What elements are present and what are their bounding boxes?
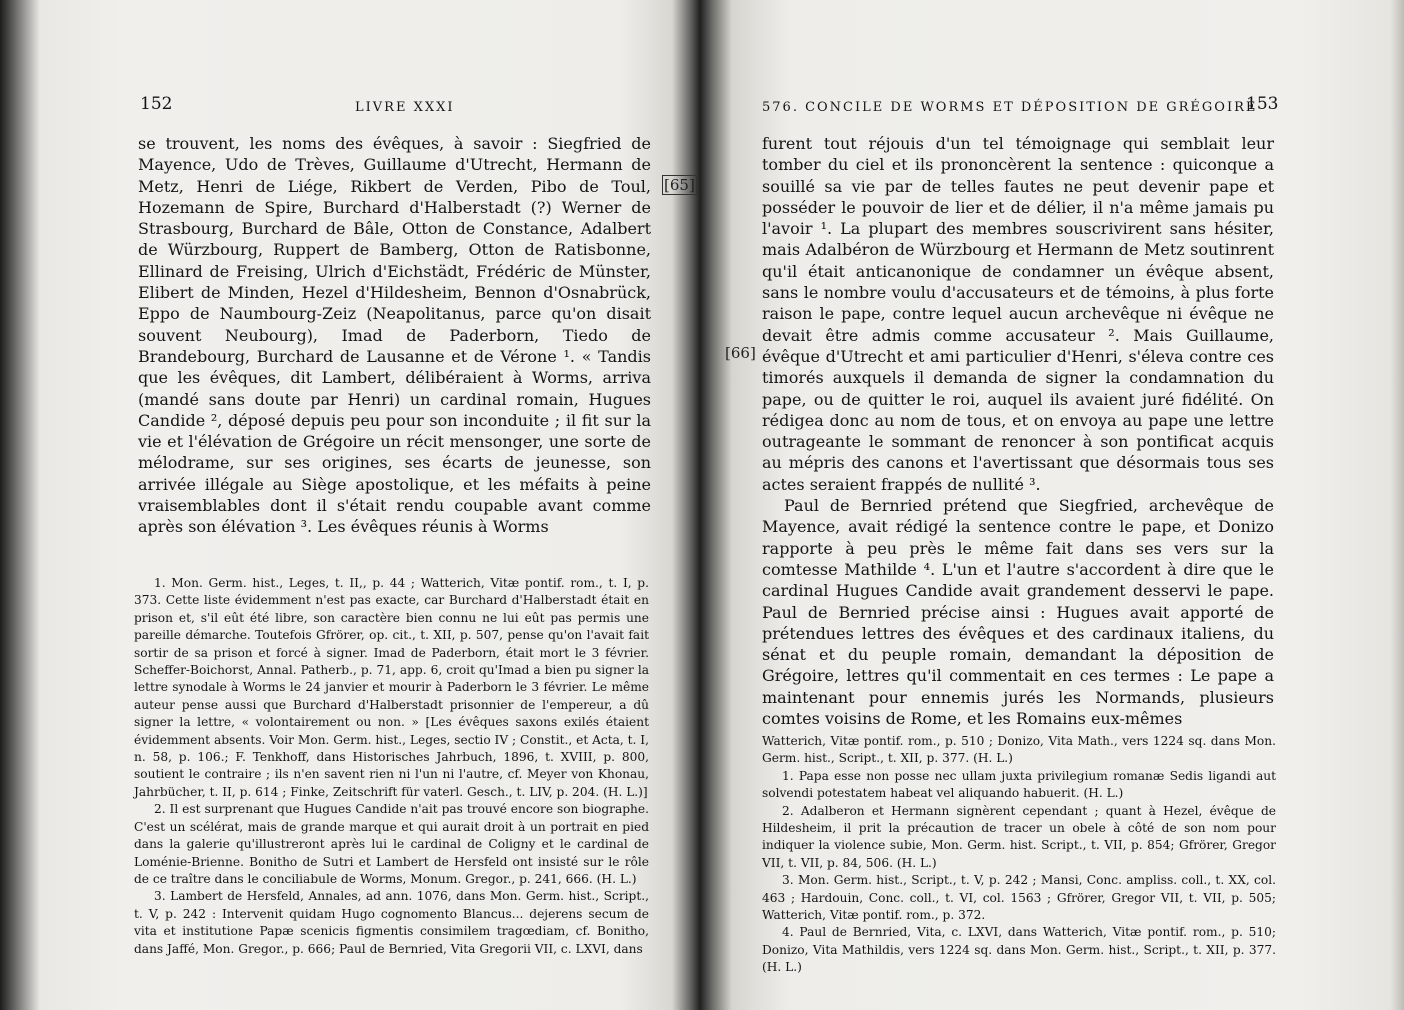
footnote: 3. Mon. Germ. hist., Script., t. V, p. 242 ; Mansi, Conc. ampliss. coll., t. XX, col. 463 ; Hardouin, Conc. coll., t. VI, col. 1563 ; Gfrörer, Gregor VII, t. VII, p. 505; Watterich, Vitæ pontif. rom., p. 372.: [762, 873, 1276, 923]
body-text: [138, 133, 651, 538]
body-text: [762, 133, 1274, 729]
running-head: LIVRE XXXI: [355, 100, 455, 115]
footnote: 3. Lambert de Hersfeld, Annales, ad ann. 1076, dans Mon. Germ. hist., Script., t. V, p. 242 : Intervenit quidam Hugo cognomento Blancus... dejerens secum de vita et institutione Papæ scenicis figmentis consimilem tragœdiam, cf. Bonitho, dans Jaffé, Mon. Gregor., p. 666; Paul de Bernried, Vita Gregorii VII, c. LXVI, dans: [134, 889, 649, 956]
body-paragraph: Paul de Bernried prétend que Siegfried, archevêque de Mayence, avait rédigé la sentence contre le pape, et Donizo rapporte à peu près le même fait dans ses vers sur la comtesse Mathilde ⁴. L'un et l'autre s'accordent à dire que le cardinal Hugues Candide avait grandement desservi le pape. Paul de Bernried précise ainsi : Hugues avait apporté de prétendues lettres des évêques et des cardinaux italiens, du sénat et du peuple romain, demandant la déposition de Grégoire, lettres qu'il commentait en ces termes : Le pape a maintenant pour ennemis jurés les Normands, plusieurs comtes voisins de Rome, et les Romains eux-mêmes: [762, 496, 1274, 729]
right-page: [700, 0, 1404, 1010]
footnote: 2. Il est surprenant que Hugues Candide n'ait pas trouvé encore son biographe. C'est un scélérat, mais de grande marque et qui aurait droit à un portrait en pied dans la galerie qu'illustreront après lui le cardinal de Coligny et le cardinal de Loménie-Brienne. Bonitho de Sutri et Lambert de Hersfeld ont insisté sur le rôle de ce traître dans le conciliabule de Worms, Monum. Gregor., p. 241, 666. (H. L.): [134, 802, 649, 886]
body-paragraph: furent tout réjouis d'un tel témoignage qui semblait leur tomber du ciel et ils prononcèrent la sentence : quiconque a souillé sa vie par de telles fautes ne peut devenir pape et posséder le pouvoir de lier et de délier, il n'a même jamais pu l'avoir ¹. La plupart des membres souscrivirent sans hésiter, mais Adalbéron de Würzbourg et Hermann de Metz soutinrent qu'il était anticanonique de condamner un évêque absent, sans le nombre voulu d'accusateurs et de témoins, à plus forte raison le pape, contre lequel aucun archevêque ni évêque ne devait être admis comme accusateur ². Mais Guillaume, évêque d'Utrecht et ami particulier d'Henri, s'éleva contre ces timorés auxquels il demanda de signer la condamnation du pape, ou de quitter le roi, auquel ils avaient juré fidélité. On rédigea donc au nom de tous, et on envoya au pape une lettre outrageante le sommant de renoncer à son pontificat acquis au mépris des canons et l'avertissant que désormais tous ses actes seraient frappés de nullité ³.: [762, 134, 1274, 494]
page-number: 153: [1246, 94, 1279, 114]
running-head: 576. CONCILE DE WORMS ET DÉPOSITION DE GRÉGOIRE: [762, 100, 1258, 115]
page-number: 152: [140, 94, 173, 114]
footnote: 2. Adalberon et Hermann signèrent cependant ; quant à Hezel, évêque de Hildesheim, il prit la précaution de tracer un obele à côté de son nom pour indiquer la violence subie, Mon. Germ. hist. Script., t. VII, p. 854; Gfrörer, Gregor VII, t. VII, p. 84, 506. (H. L.): [762, 803, 1276, 870]
footnotes: [762, 733, 1276, 977]
footnotes: [134, 575, 649, 958]
body-paragraph: se trouvent, les noms des évêques, à savoir : Siegfried de Mayence, Udo de Trèves, Guillaume d'Utrecht, Hermann de Metz, Henri de Liége, Rikbert de Verden, Pibo de Toul, Hozemann de Spire, Burchard d'Halberstadt (?) Werner de Strasbourg, Burchard de Bâle, Otton de Constance, Adalbert de Würzbourg, Ruppert de Bamberg, Otton de Ratisbonne, Ellinard de Freising, Ulrich d'Eichstädt, Frédéric de Münster, Elibert de Minden, Hezel d'Hildesheim, Bennon d'Osnabrück, Eppo de Naumbourg-Zeiz (Neapolitanus, parce qu'on disait souvent Neubourg), Imad de Paderborn, Tiedo de Brandebourg, Burchard de Lausanne et de Vérone ¹. « Tandis que les évêques, dit Lambert, délibéraient à Worms, arriva (mandé sans doute par Henri) un cardinal romain, Hugues Candide ², déposé depuis peu pour son inconduite ; il fit sur la vie et l'élévation de Grégoire un récit mensonger, une sorte de mélodrame, sur ses origines, ses écarts de jeunesse, son arrivée illégale au Siège apostolique, et les méfaits à peine vraisemblables dont il s'était rendu coupable avant comme après son élévation ³. Les évêques réunis à Worms: [138, 134, 651, 537]
footnote: 1. Mon. Germ. hist., Leges, t. II,, p. 44 ; Watterich, Vitæ pontif. rom., t. I, p. 373. Cette liste évidemment n'est pas exacte, car Burchard d'Halberstadt était en prison et, s'il eût été libre, son caractère bien connu ne lui eût pas permis une pareille démarche. Toutefois Gfrörer, op. cit., t. XII, p. 507, pense qu'on l'avait fait sortir de sa prison et forcé à signer. Imad de Paderborn, était mort le 3 février. Scheffer-Boichorst, Annal. Patherb., p. 71, app. 6, croit qu'Imad a bien pu signer la lettre synodale à Worms le 24 janvier et mourir à Paderborn le 3 février. Le même auteur pense aussi que Burchard d'Halberstadt prisonnier de l'empereur, a dû signer la lettre, « volontairement ou non. » [Les évêques saxons exilés étaient évidemment absents. Voir Mon. Germ. hist., Leges, sectio IV ; Constit., et Acta, t. I, n. 58, p. 106.; F. Tenkhoff, dans Historisches Jahrbuch, 1896, t. XVIII, p. 800, soutient le contraire ; ils n'en savent rien ni l'un ni l'autre, cf. Meyer von Khonau, Jahrbücher, t. II, p. 614 ; Finke, Zeitschrift für vaterl. Gesch., t. LIV, p. 204. (H. L.)]: [134, 576, 649, 799]
margin-marker: [66]: [725, 344, 756, 362]
footnote: 4. Paul de Bernried, Vita, c. LXVI, dans Watterich, Vitæ pontif. rom., p. 510; Donizo, Vita Mathildis, vers 1224 sq. dans Mon. Germ. hist., Script., t. XII, p. 377. (H. L.): [762, 925, 1276, 975]
footnote-continuation: Watterich, Vitæ pontif. rom., p. 510 ; Donizo, Vita Math., vers 1224 sq. dans Mon. Germ. hist., Script., t. XII, p. 377. (H. L.): [762, 734, 1276, 766]
left-page: [0, 0, 700, 1010]
margin-marker: [65]: [664, 176, 695, 194]
footnote: 1. Papa esse non posse nec ullam juxta privilegium romanæ Sedis ligandi aut solvendi potestatem habeat vel aliquando habuerit. (H. L.): [762, 768, 1276, 801]
